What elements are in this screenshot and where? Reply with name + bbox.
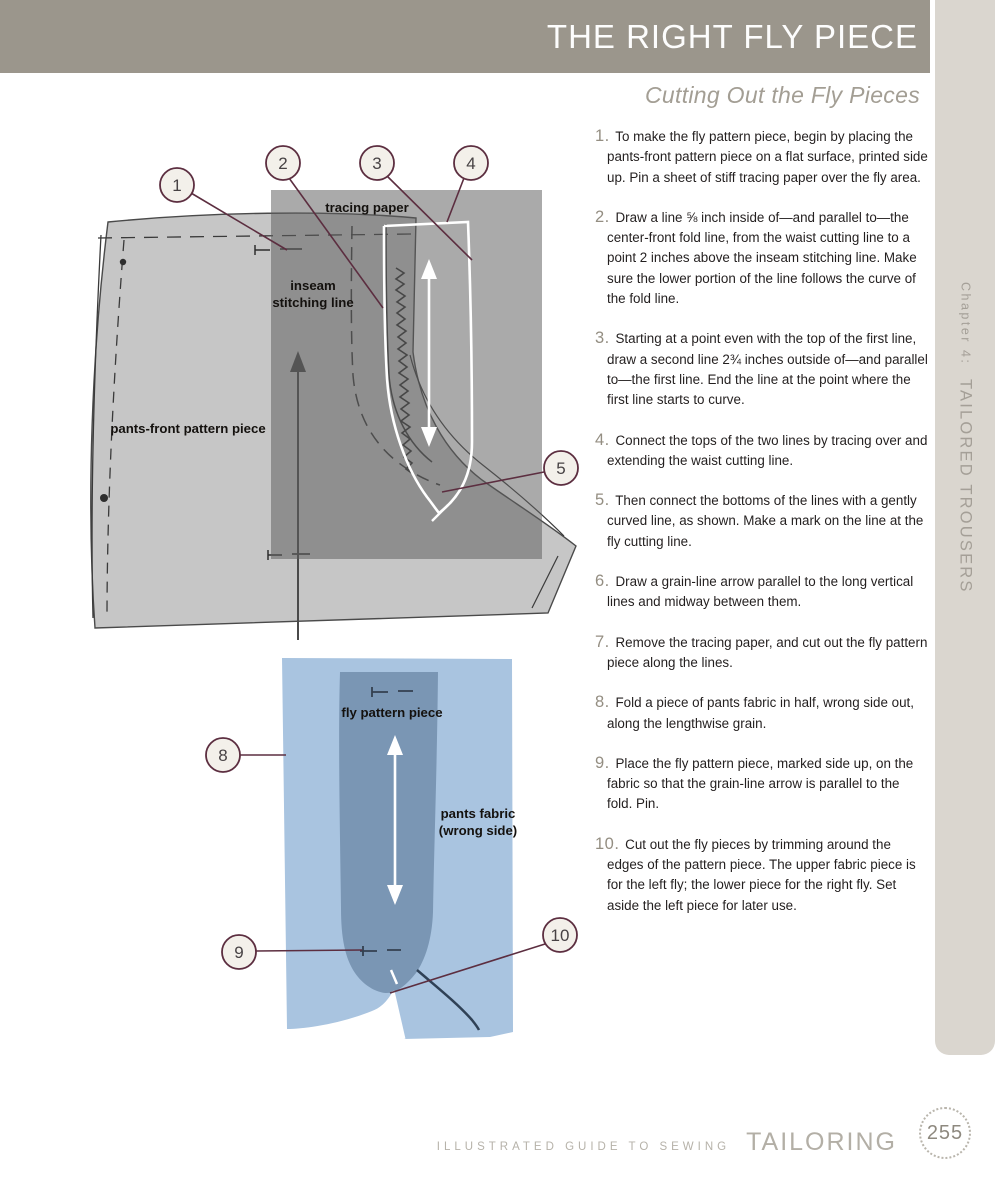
page-title: THE RIGHT FLY PIECE [546,17,918,55]
instruction-step [595,430,928,472]
instruction-step [595,834,928,916]
step-number: 5. [595,491,610,510]
instruction-list [595,126,928,935]
instruction-step [595,753,928,815]
instruction-step [595,571,928,613]
footer [437,1128,897,1157]
step-text: Connect the tops of the two lines by tracing over and extending the waist cutting line. [607,432,928,468]
label-fly-piece: fly pattern piece [341,705,443,720]
step-number: 4. [595,430,610,449]
label-pattern-piece: pants-front pattern piece [110,421,266,436]
step-text: Draw a line ⅝ inch inside of—and parallel to—the center-front fold line, from the waist cutting line to a point 2 inches above the inseam stitching line. Make sure the lower portion of the line follows the curve of the fold line. [607,209,917,307]
step-text: Draw a grain-line arrow parallel to the long vertical lines and midway between them. [607,574,914,610]
label-inseam-line1: inseam [290,278,336,293]
step-number: 3. [595,329,610,348]
label-fabric-line2: (wrong side) [438,823,518,838]
chapter-text [956,282,975,594]
label-fabric-line1: pants fabric [440,806,516,821]
pattern-dot [100,494,108,502]
instruction-step [595,632,928,674]
instruction-step [595,126,928,188]
label-inseam-line2: stitching line [272,295,354,310]
step-text: Place the fly pattern piece, marked side up, on the fabric so that the grain-line arrow is parallel to the fold. Pin. [607,755,914,812]
step-text: Then connect the bottoms of the lines with a gently curved line, as shown. Make a mark on the line at the fly cutting line. [607,493,924,549]
callout-number-5: 5 [556,459,566,478]
figure-tracing-pattern [80,140,590,640]
page-number: 255 [926,1121,964,1144]
section-subtitle: Cutting Out the Fly Pieces [645,82,920,108]
callout-leader-9 [256,950,362,951]
label-tracing-paper: tracing paper [325,200,409,215]
footer-book-title: TAILORING [746,1128,897,1156]
step-number: 9. [595,753,610,772]
pattern-dot [120,259,126,265]
callout-number-2: 2 [278,154,288,173]
footer-series-title: ILLUSTRATED GUIDE TO SEWING [436,1141,731,1153]
step-number: 6. [595,572,610,591]
header-bar [0,0,930,73]
instruction-step [595,692,928,734]
step-text: Cut out the fly pieces by trimming around the edges of the pattern piece. The upper fabric piece is for the left fly; the lower piece for the right fly. Set aside the left piece for later use. [607,836,916,913]
instruction-step [595,328,928,410]
step-number: 2. [595,207,610,226]
step-number: 8. [595,693,610,712]
figure-fabric-cutting [190,640,590,1055]
step-text: Remove the tracing paper, and cut out the fly pattern piece along the lines. [607,634,928,670]
callout-number-4: 4 [466,154,476,173]
chapter-label: Chapter 4: [958,282,973,366]
chapter-tab [935,0,995,1055]
chapter-title: TAILORED TROUSERS [956,378,975,594]
callout-number-1: 1 [172,176,182,195]
step-text: Starting at a point even with the top of the first line, draw a second line 2¾ inches outside of—and parallel to—the first line. End the line at the point where the first line starts to curve. [607,331,928,408]
step-number: 10. [595,834,620,853]
step-text: Fold a piece of pants fabric in half, wrong side out, along the lengthwise grain. [607,695,914,731]
fly-pattern-piece-shape [339,672,438,993]
callout-number-3: 3 [372,154,382,173]
page-number-badge [919,1107,971,1159]
figure-tracing-pattern-svg [80,140,590,640]
step-text: To make the fly pattern piece, begin by placing the pants-front pattern piece on a flat surface, printed side up. Pin a sheet of stiff tracing paper over the fly area. [607,129,928,185]
callout-number-8: 8 [218,746,228,765]
step-number: 7. [595,632,610,651]
callout-number-9: 9 [234,943,244,962]
figure-fabric-cutting-svg [190,640,590,1055]
callout-number-10: 10 [550,926,570,945]
tracing-paper-overlay [271,190,542,559]
instruction-step [595,207,928,309]
step-number: 1. [595,127,610,145]
instruction-step [595,490,928,552]
